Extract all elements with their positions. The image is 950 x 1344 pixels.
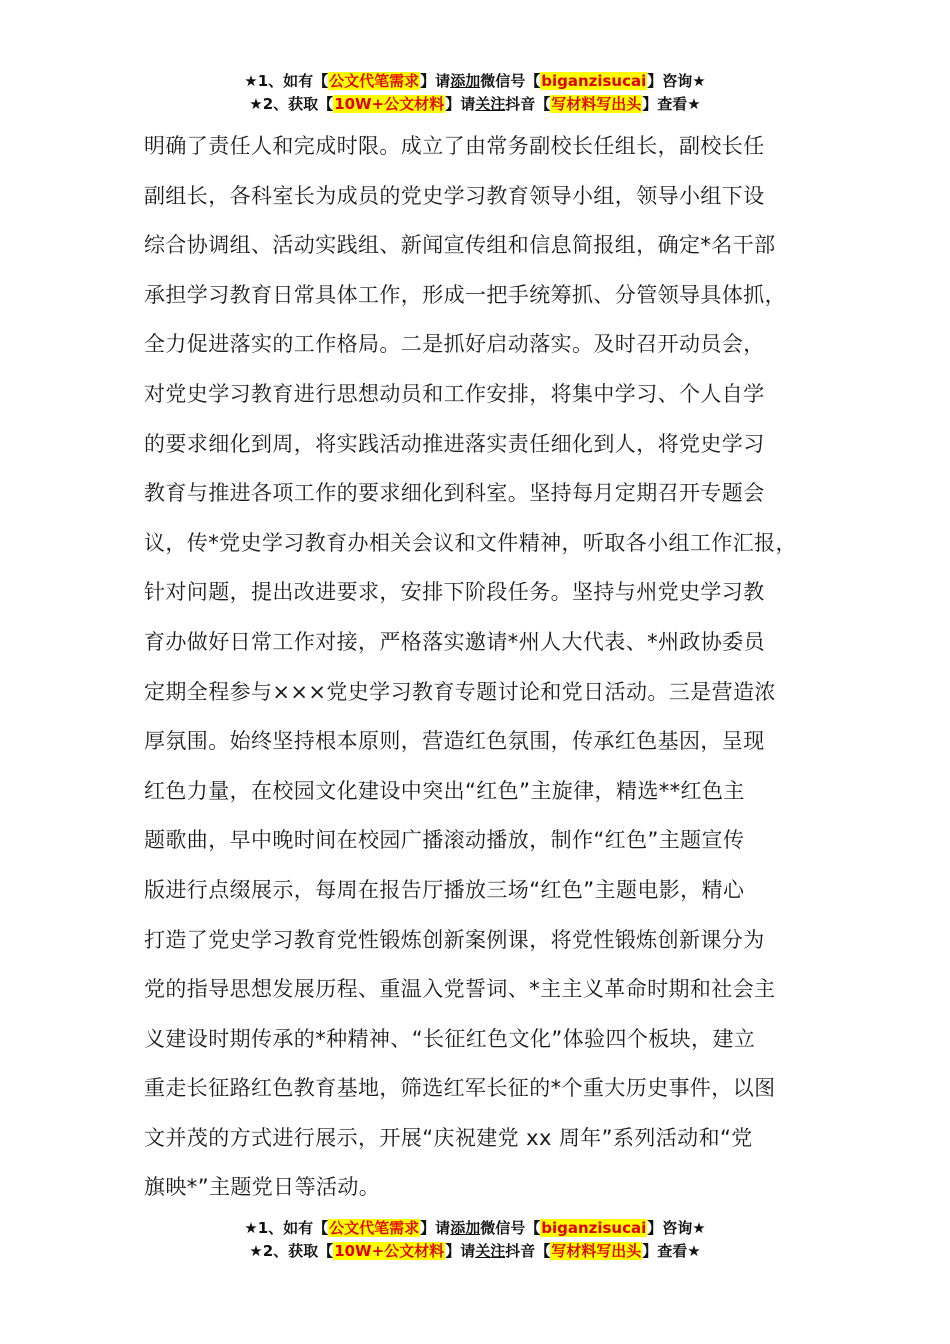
top-promo-banner [0, 70, 950, 116]
bottom-promo-banner [0, 1217, 950, 1263]
douyin-highlight: 写材料写出头 [551, 1242, 642, 1260]
wechat-id-highlight: biganzisucai [541, 1219, 647, 1237]
body-line: 重走长征路红色教育基地，筛选红军长征的*个重大历史事件，以图 [144, 1076, 776, 1101]
promo-text: 】查看★ [642, 1242, 701, 1260]
promo-highlight: 公文代笔需求 [329, 1219, 420, 1237]
body-line: 文并茂的方式进行展示，开展“庆祝建党 xx 周年”系列活动和“党 [144, 1125, 753, 1150]
body-line: 针对问题，提出改进要求，安排下阶段任务。坚持与州党史学习教 [144, 580, 765, 605]
promo-text: 】咨询★ [647, 1219, 706, 1237]
promo-text: 抖音【 [505, 95, 551, 113]
promo-line-2 [0, 1240, 950, 1263]
promo-text: ★1、如有【 [244, 1219, 329, 1237]
body-line: 厚氛围。始终坚持根本原则，营造红色氛围，传承红色基因，呈现 [144, 729, 765, 754]
promo-text: 抖音【 [505, 1242, 551, 1260]
body-line: 旗映*”主题党日等活动。 [144, 1175, 381, 1200]
promo-text: ★2、获取【 [249, 95, 334, 113]
promo-text: ★1、如有【 [244, 72, 329, 90]
promo-text: 微信号【 [480, 72, 541, 90]
promo-text: 】请 [445, 1242, 476, 1260]
body-line: 版进行点缀展示，每周在报告厅播放三场“红色”主题电影，精心 [144, 877, 745, 902]
promo-underlined: 关注 [475, 95, 506, 113]
body-line: 议，传*党史学习教育办相关会议和文件精神，听取各小组工作汇报， [144, 530, 797, 555]
promo-text: 微信号【 [480, 1219, 541, 1237]
body-line: 全力促进落实的工作格局。二是抓好启动落实。及时召开动员会， [144, 332, 765, 357]
promo-highlight: 10W+公文材料 [334, 1242, 445, 1260]
wechat-id-highlight: biganzisucai [541, 72, 647, 90]
promo-text: ★2、获取【 [249, 1242, 334, 1260]
body-line: 党的指导思想发展历程、重温入党誓词、*主主义革命时期和社会主 [144, 977, 776, 1002]
promo-line-1 [0, 70, 950, 93]
douyin-highlight: 写材料写出头 [551, 95, 642, 113]
body-line: 对党史学习教育进行思想动员和工作安排，将集中学习、个人自学 [144, 381, 765, 406]
promo-highlight: 10W+公文材料 [334, 95, 445, 113]
body-line: 打造了党史学习教育党性锻炼创新案例课，将党性锻炼创新课分为 [144, 927, 765, 952]
document-body [144, 122, 834, 1213]
body-line: 教育与推进各项工作的要求细化到科室。坚持每月定期召开专题会 [144, 481, 765, 506]
promo-text: 】请 [420, 1219, 451, 1237]
body-line: 红色力量，在校园文化建设中突出“红色”主旋律，精选**红色主 [144, 778, 745, 803]
promo-highlight: 公文代笔需求 [329, 72, 420, 90]
promo-underlined: 添加 [450, 1219, 481, 1237]
body-line: 义建设时期传承的*种精神、“长征红色文化”体验四个板块，建立 [144, 1026, 756, 1051]
promo-line-2 [0, 93, 950, 116]
body-line: 副组长，各科室长为成员的党史学习教育领导小组，领导小组下设 [144, 183, 765, 208]
body-line: 的要求细化到周，将实践活动推进落实责任细化到人，将党史学习 [144, 431, 765, 456]
body-line: 题歌曲，早中晚时间在校园广播滚动播放，制作“红色”主题宣传 [144, 828, 745, 853]
body-line: 育办做好日常工作对接，严格落实邀请*州人大代表、*州政协委员 [144, 629, 765, 654]
body-line: 明确了责任人和完成时限。成立了由常务副校长任组长，副校长任 [144, 134, 765, 158]
promo-text: 】咨询★ [647, 72, 706, 90]
promo-underlined: 添加 [450, 72, 481, 90]
promo-underlined: 关注 [475, 1242, 506, 1260]
promo-text: 】请 [445, 95, 476, 113]
promo-line-1 [0, 1217, 950, 1240]
promo-text: 】查看★ [642, 95, 701, 113]
body-line: 综合协调组、活动实践组、新闻宣传组和信息简报组，确定*名干部 [144, 233, 776, 258]
promo-text: 】请 [420, 72, 451, 90]
body-line: 定期全程参与×××党史学习教育专题讨论和党日活动。三是营造浓 [144, 679, 776, 704]
body-line: 承担学习教育日常具体工作，形成一把手统筹抓、分管领导具体抓， [144, 282, 786, 307]
